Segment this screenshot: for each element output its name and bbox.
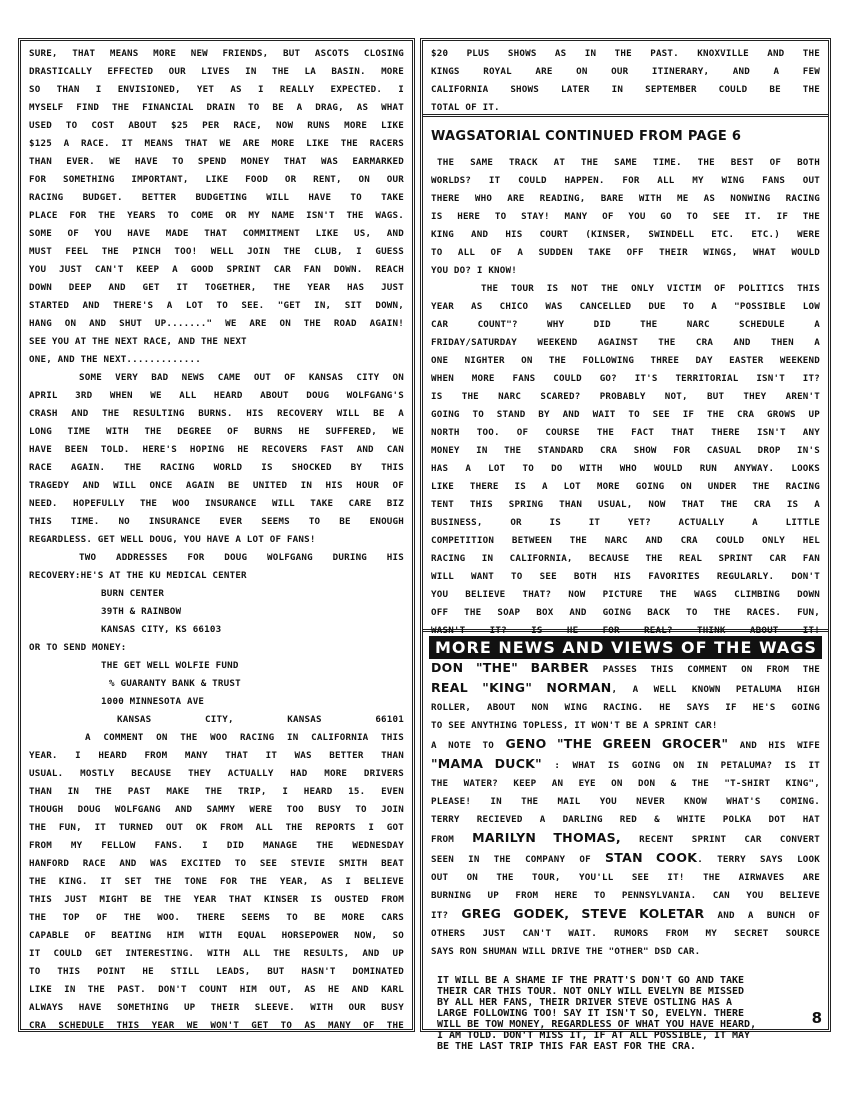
text-line: MUST FEEL THE PINCH TOO! WELL JOIN THE CLUB, I GUESS	[29, 246, 404, 257]
text-line: $125 A RACE. IT MEANS THAT WE ARE MORE LIKE THE RACERS	[29, 138, 404, 149]
closing-line: BY ALL HER FANS, THEIR DRIVER STEVE OSTLING HAS A	[437, 997, 733, 1008]
text-line: TO THIS POINT HE STILL LEADS, BUT HASN'T DOMINATED	[29, 966, 404, 977]
more-line: SAYS RON SHUMAN WILL DRIVE THE "OTHER" DSD CAR.	[431, 946, 701, 957]
wagsatorial-box	[423, 117, 828, 636]
text-line: THOUGH DOUG WOLFGANG AND SAMMY WERE TOO BUSY TO JOIN	[29, 804, 404, 815]
more-line: BURNING UP FROM HERE TO PENNSYLVANIA. CAN YOU BELIEVE	[431, 890, 820, 901]
mama-duck-name: "MAMA DUCK"	[431, 756, 542, 771]
text-line: CAR COUNT"? WHY DID THE NARC SCHEDULE A	[431, 319, 820, 330]
text-line: YOU JUST CAN'T KEEP A GOOD SPRINT CAR FAN DOWN. REACH	[29, 264, 404, 275]
text-line: BURN CENTER	[101, 588, 165, 599]
right-column	[420, 38, 831, 1052]
text-line: MONEY IN THE STANDARD CRA SHOW FOR CASUAL DROP IN'S	[431, 445, 820, 456]
top-right-box	[423, 41, 828, 117]
text-line: THIS JUST MIGHT BE THE YEAR THAT KINSER IS OUSTED FROM	[29, 894, 404, 905]
text-line: CRASH AND THE RESULTING BURNS. HIS RECOVERY WILL BE A	[29, 408, 404, 419]
text-line: LIKE IN THE PAST. DON'T COUNT HIM OUT, AS HE AND KARL	[29, 984, 404, 995]
text-line: YOU BELIEVE THAT? NOW PICTURE THE WAGS CLIMBING DOWN	[431, 589, 820, 600]
more-line-text: IT?	[431, 910, 462, 921]
text-line: WILL WANT TO SEE BOTH HIS FAVORITES REGULARLY. DON'T	[431, 571, 820, 582]
text-line: THIS TIME. NO INSURANCE EVER SEEMS TO BE ENOUGH	[29, 516, 404, 527]
text-line: LONG TIME WITH THE DEGREE OF BURNS HE SUFFERED, WE	[29, 426, 404, 437]
more-line	[431, 849, 820, 869]
text-line: TWO ADDRESSES FOR DOUG WOLFGANG DURING HIS	[79, 552, 404, 563]
more-line	[431, 905, 820, 925]
text-line: 39TH & RAINBOW	[101, 606, 182, 617]
text-line: TRAGEDY AND WILL ONCE AGAIN BE UNITED IN HIS HOUR OF	[29, 480, 404, 491]
more-line-text: FROM	[431, 834, 473, 845]
text-line: HAS A LOT TO DO WITH WHO WOULD RUN ANYWAY. LOOKS	[431, 463, 820, 474]
more-line-text: PASSES THIS COMMENT ON FROM THE	[588, 664, 821, 675]
page-number: 8	[811, 1009, 822, 1027]
closing-note	[437, 975, 820, 1052]
left-column	[18, 38, 415, 1032]
text-line: CALIFORNIA SHOWS LATER IN SEPTEMBER COULD BE THE	[431, 84, 820, 95]
text-line: APRIL 3RD WHEN WE ALL HEARD ABOUT DOUG WOLFGANG'S	[29, 390, 404, 401]
text-line: WORLDS? IT COULD HAPPEN. FOR ALL MY WING FANS OUT	[431, 175, 820, 186]
text-line: SOME OF YOU HAVE MADE THAT COMMITMENT LIKE US, AND	[29, 228, 404, 239]
more-line: ROLLER, ABOUT NON WING RACING. HE SAYS IF HE'S GOING	[431, 702, 820, 713]
more-line-text: SEEN IN THE COMPANY OF	[431, 854, 605, 865]
closing-line: THEIR CAR THIS TOUR. NOT ONLY WILL EVELYN BE MISSED	[437, 986, 745, 997]
text-line: $20 PLUS SHOWS AS IN THE PAST. KNOXVILLE AND THE	[431, 48, 820, 59]
text-line: USUAL. MOSTLY BECAUSE THEY ACTUALLY HAD MORE DRIVERS	[29, 768, 404, 779]
stan-name: STAN COOK	[604, 850, 698, 865]
geno-name: GENO "THE GREEN GROCER"	[505, 736, 729, 751]
more-line-text: A NOTE TO	[431, 740, 506, 751]
text-line: SURE, THAT MEANS MORE NEW FRIENDS, BUT ASCOTS CLOSING	[29, 48, 404, 59]
text-line: THE SAME TRACK AT THE SAME TIME. THE BEST OF BOTH	[437, 157, 820, 168]
more-line-text: RECENT SPRINT CAR CONVERT	[620, 834, 820, 845]
text-line: DRASTICALLY EFFECTED OUR LIVES IN THE LA BASIN. MORE	[29, 66, 404, 77]
closing-line: IT WILL BE A SHAME IF THE PRATT'S DON'T GO AND TAKE	[437, 975, 745, 986]
text-line: OFF THE SOAP BOX AND GOING BACK TO THE RACES. FUN,	[431, 607, 820, 618]
wagsatorial-text	[431, 154, 820, 640]
text-line: THAN IN THE PAST MAKE THE TRIP, I HEARD 15. EVEN	[29, 786, 404, 797]
don-name: DON "THE" BARBER	[431, 660, 589, 675]
text-line: CRA SCHEDULE THIS YEAR WE WON'T GET TO AS MANY OF THE	[29, 1020, 404, 1031]
text-line: SEE YOU AT THE NEXT RACE, AND THE NEXT	[29, 336, 247, 347]
more-news-banner: MORE NEWS AND VIEWS OF THE WAGS	[429, 636, 822, 659]
text-line: YEAR. I HEARD FROM MANY THAT IT WAS BETTER THAN	[29, 750, 404, 761]
more-line	[431, 829, 820, 849]
text-line: IS HERE TO STAY! MANY OF YOU GO TO SEE IT. IF THE	[431, 211, 820, 222]
text-line: COMPETITION BETWEEN THE NARC AND CRA COULD ONLY HEL	[431, 535, 820, 546]
text-line: IT COULD GET INTERESTING. WITH ALL THE RESULTS, AND UP	[29, 948, 404, 959]
closing-line: I AM TOLD. DON'T MISS IT, IF AT ALL POSSIBLE, IT MAY	[437, 1030, 751, 1041]
text-line: RACE AGAIN. THE RACING WORLD IS SHOCKED BY THIS	[29, 462, 404, 473]
text-line: RECOVERY:HE'S AT THE KU MEDICAL CENTER	[29, 570, 247, 581]
left-column-text	[29, 45, 404, 1035]
text-line: YEAR AS CHICO WAS CANCELLED DUE TO A "POSSIBLE LOW	[431, 301, 820, 312]
more-line: OUT ON THE TOUR, YOU'LL SEE IT! THE AIRWAVES ARE	[431, 872, 820, 883]
more-line: PLEASE! IN THE MAIL YOU NEVER KNOW WHAT'S COMING.	[431, 796, 820, 807]
text-line: YOU DO? I KNOW!	[431, 265, 517, 276]
text-line: HANG ON AND SHUT UP......." WE ARE ON THE ROAD AGAIN!	[29, 318, 404, 329]
text-line: KING AND HIS COURT (KINSER, SWINDELL ETC. ETC.) WERE	[431, 229, 820, 240]
text-line: KINGS ROYAL ARE ON OUR ITINERARY, AND A FEW	[431, 66, 820, 77]
text-line: RACING IN CALIFORNIA, BECAUSE THE REAL SPRINT CAR FAN	[431, 553, 820, 564]
text-line: THAN EVER. WE HAVE TO SPEND MONEY THAT WAS EARMARKED	[29, 156, 404, 167]
top-right-text	[431, 45, 820, 117]
more-line: THE WATER? KEEP AN EYE ON DON & THE "T-SHIRT KING",	[431, 778, 820, 789]
more-news-text	[423, 659, 828, 961]
text-line: KANSAS CITY, KS 66103	[101, 624, 222, 635]
greg-steve-names: GREG GODEK, STEVE KOLETAR	[461, 906, 705, 921]
text-line: GOING TO STAND BY AND WAIT TO SEE IF THE CRA GROWS UP	[431, 409, 820, 420]
text-line: TOTAL OF IT.	[431, 102, 500, 113]
text-line: THE GET WELL WOLFIE FUND	[101, 660, 239, 671]
text-line: USED TO COST ABOUT $25 PER RACE, NOW RUNS MORE LIKE	[29, 120, 404, 131]
text-line: CAPABLE OF BEATING HIM WITH EQUAL HORSEPOWER NOW, SO	[29, 930, 404, 941]
text-line: WASN'T IT? IS HE FOR REAL? THINK ABOUT IT!	[431, 625, 820, 636]
text-line: 1000 MINNESOTA AVE	[101, 696, 205, 707]
text-line: NEED. HOPEFULLY THE WOO INSURANCE WILL TAKE CARE BIZ	[29, 498, 404, 509]
text-line: THE FUN, IT TURNED OUT OK FROM ALL THE REPORTS I GOT	[29, 822, 404, 833]
text-line: % GUARANTY BANK & TRUST	[109, 678, 241, 689]
text-line: STARTED AND THERE'S A LOT TO SEE. "GET IN, SIT DOWN,	[29, 300, 404, 311]
text-line: THE KING. IT SET THE TONE FOR THE YEAR, AS I BELIEVE	[29, 876, 404, 887]
closing-line: BE THE LAST TRIP THIS FAR EAST FOR THE CRA.	[437, 1041, 696, 1052]
text-line: FOR SOMETHING IMPORTANT, LIKE FOOD OR RENT, ON OUR	[29, 174, 404, 185]
more-line: OTHERS JUST CAN'T WAIT. RUMORS FROM MY SECRET SOURCE	[431, 928, 820, 939]
text-line: THE TOP OF THE WOO. THERE SEEMS TO BE MORE CARS	[29, 912, 404, 923]
more-line	[431, 735, 820, 755]
text-line: TENT THIS SPRING THAN USUAL, NOW THAT THE CRA IS A	[431, 499, 820, 510]
text-line: THE TOUR IS NOT THE ONLY VICTIM OF POLITICS THIS	[481, 283, 820, 294]
text-line: FROM MY FELLOW FANS. I DID MANAGE THE WEDNESDAY	[29, 840, 404, 851]
text-line: HAVE BEEN TOLD. HERE'S HOPING HE RECOVERS FAST AND CAN	[29, 444, 404, 455]
more-line	[431, 679, 820, 699]
text-line: LIKE THERE IS A LOT MORE GOING ON UNDER THE RACING	[431, 481, 820, 492]
text-line: ONE NIGHTER ON THE FOLLOWING THREE DAY EASTER WEEKEND	[431, 355, 820, 366]
text-line: SO THAN I ENVISIONED, YET AS I REALLY EXPECTED. I	[29, 84, 404, 95]
text-line: A COMMENT ON THE WOO RACING IN CALIFORNIA THIS	[85, 732, 404, 743]
text-line: REGARDLESS. GET WELL DOUG, YOU HAVE A LOT OF FANS!	[29, 534, 316, 545]
text-line: RACING BUDGET. BETTER BUDGETING WILL HAVE TO TAKE	[29, 192, 404, 203]
more-line-text: , A WELL KNOWN PETALUMA HIGH	[611, 684, 821, 695]
more-line: TERRY RECIEVED A DARLING RED & WHITE POLKA DOT HAT	[431, 814, 820, 825]
text-line: NORTH TOO. OF COURSE THE FACT THAT THERE ISN'T ANY	[431, 427, 820, 438]
text-line: ONE, AND THE NEXT.............	[29, 354, 201, 365]
text-line: PLACE FOR THE YEARS TO COME OR MY NAME ISN'T THE WAGS.	[29, 210, 404, 221]
more-line-text: . TERRY SAYS LOOK	[697, 854, 821, 865]
text-line: MYSELF FIND THE FINANCIAL DRAIN TO BE A DRAG, AS WHAT	[29, 102, 404, 113]
more-line-text: AND HIS WIFE	[728, 740, 820, 751]
closing-line: LARGE FOLLOWING TOO! SAY IT ISN'T SO, EVELYN. THERE	[437, 1008, 745, 1019]
text-line: IS THE NARC SCARED? PROBABLY NOT, BUT THEY AREN'T	[431, 391, 820, 402]
more-line: TO SEE ANYTHING TOPLESS, IT WON'T BE A SPRINT CAR!	[431, 720, 718, 731]
text-line: SOME VERY BAD NEWS CAME OUT OF KANSAS CITY ON	[79, 372, 404, 383]
text-line: HANFORD RACE AND WAS EXCITED TO SEE STEVIE SMITH BEAT	[29, 858, 404, 869]
text-line: ALWAYS HAVE SOMETHING UP THEIR SLEEVE. WITH OUR BUSY	[29, 1002, 404, 1013]
text-line: KANSAS CITY, KANSAS 66101	[117, 714, 404, 725]
text-line: THERE WHO ARE READING, BARE WITH ME AS NONWING RACING	[431, 193, 820, 204]
closing-line: WILL BE TOW MONEY, REGARDLESS OF WHAT YOU HAVE HEARD,	[437, 1019, 757, 1030]
more-line	[431, 755, 820, 775]
real-king-name: REAL "KING" NORMAN	[431, 680, 612, 695]
more-line-text: AND A BUNCH OF	[704, 910, 820, 921]
text-line: BUSINESS, OR IS IT YET? ACTUALLY A LITTLE	[431, 517, 820, 528]
more-line	[431, 659, 820, 679]
text-line: TO ALL OF A SUDDEN TAKE OFF THEIR WINGS, WHAT WOULD	[431, 247, 820, 258]
wagsatorial-heading: WAGSATORIAL CONTINUED FROM PAGE 6	[431, 129, 742, 144]
text-line: WHEN MORE FANS COULD GO? IT'S TERRITORIAL ISN'T IT?	[431, 373, 820, 384]
text-line: DOWN DEEP AND GET IT TOGETHER, THE YEAR HAS JUST	[29, 282, 404, 293]
text-line: FRIDAY/SATURDAY WEEKEND AGAINST THE CRA AND THEN A	[431, 337, 820, 348]
more-line-text: : WHAT IS GOING ON IN PETALUMA? IS IT	[541, 760, 820, 771]
marilyn-name: MARILYN THOMAS,	[472, 830, 621, 845]
text-line: OR TO SEND MONEY:	[29, 642, 127, 653]
